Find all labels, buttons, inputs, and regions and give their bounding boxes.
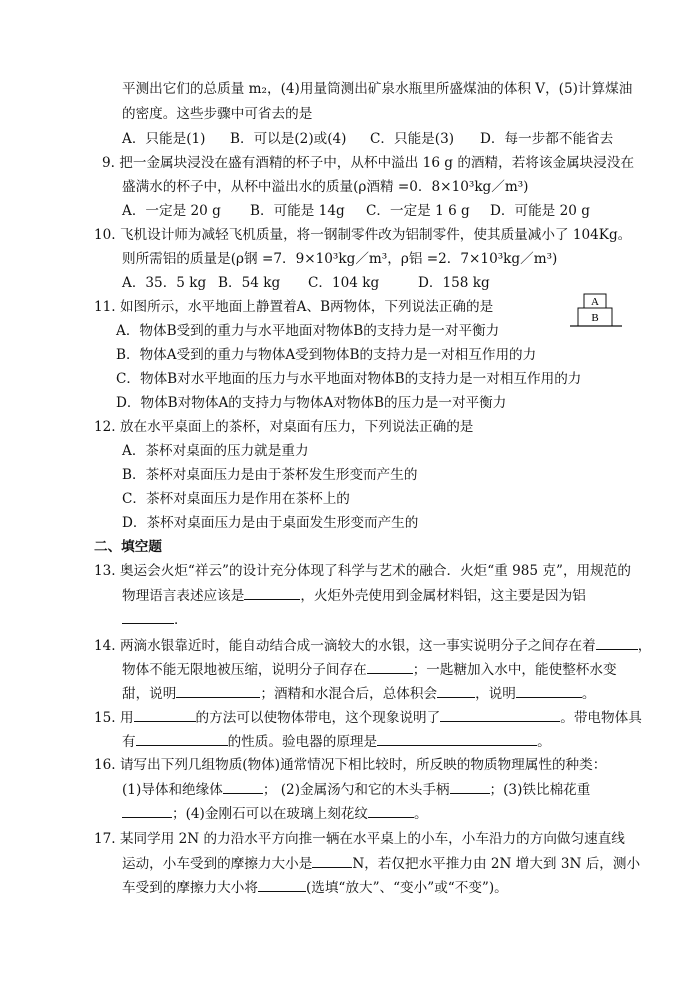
q15-blank-1[interactable] — [134, 707, 196, 722]
q13-text-a: 物理语言表述应该是 — [122, 588, 245, 604]
q14-text-f: ；酒精和水混合后，总体积会 — [260, 686, 438, 702]
q16-blank-2[interactable] — [450, 779, 490, 794]
q12-option-c[interactable]: C．茶杯对桌面压力是作用在茶杯上的 — [122, 491, 350, 507]
q15-line-1 — [94, 707, 642, 728]
q16-text-a: (1)导体和绝缘体 — [122, 782, 223, 798]
q14-line-1 — [94, 635, 651, 656]
q8-options — [122, 129, 613, 149]
q15-blank-4[interactable] — [377, 731, 537, 746]
q9-options — [122, 201, 590, 221]
q12-option-b[interactable]: B．茶杯对桌面压力是由于茶杯发生形变而产生的 — [122, 467, 418, 483]
q17-line-3 — [122, 877, 508, 898]
q15-blank-3[interactable] — [136, 731, 228, 746]
q11-option-a[interactable]: A．物体B受到的重力与水平地面对物体B的支持力是一对平衡力 — [116, 323, 500, 339]
q14-text-e: 甜，说明 — [122, 686, 177, 702]
q16-text-e: 。 — [413, 806, 428, 822]
q14-blank-5[interactable] — [516, 683, 582, 698]
q16-text-c: ；(3)铁比棉花重 — [489, 782, 591, 798]
q13-line-2 — [122, 585, 586, 606]
q14-blank-4[interactable] — [437, 683, 475, 698]
q15-blank-2[interactable] — [440, 707, 560, 722]
q16-blank-3[interactable] — [122, 803, 172, 818]
q13-line-1: 13. 奥运会火炬“祥云”的设计充分体现了科学与艺术的融合．火炬“重 985 克”，用规范的 — [94, 563, 631, 579]
q17-text-c: 车受到的摩擦力大小将 — [122, 880, 258, 896]
q17-text-a: 运动，小车受到的摩擦力大小是 — [122, 856, 313, 872]
q17-blank-1[interactable] — [312, 853, 352, 868]
q13-blank-2[interactable] — [122, 609, 174, 624]
q9-line-2: 盛满水的杯子中，从杯中溢出水的质量(ρ酒精 =0．8×10³kg／m³) — [122, 179, 529, 195]
q14-text-b: ， — [637, 638, 652, 654]
q8-line-1: 平测出它们的总质量 m₂，(4)用量筒测出矿泉水瓶里所盛煤油的体积 V，(5)计算煤油 — [122, 81, 633, 97]
q16-blank-4[interactable] — [368, 803, 414, 818]
q14-text-d: ；一匙糖加入水中，能使整杯水变 — [412, 662, 617, 678]
q11-option-c[interactable]: C．物体B对水平地面的压力与水平地面对物体B的支持力是一对相互作用的力 — [116, 371, 582, 387]
q10-option-d[interactable]: D．158 kg — [418, 275, 490, 291]
section-heading: 二、填空题 — [94, 539, 162, 555]
q15-text-b: 的方法可以使物体带电，这个现象说明了 — [195, 710, 441, 726]
q15-text-a: 15. 用 — [94, 710, 134, 726]
q17-blank-2[interactable] — [258, 877, 306, 892]
q13-text-c: ． — [174, 612, 188, 628]
q11-option-d[interactable]: D．物体B对物体A的支持力与物体A对物体B的压力是一对平衡力 — [116, 395, 507, 411]
q9-option-a[interactable]: A．一定是 20 g — [122, 203, 221, 219]
q10-line-2: 则所需铝的质量是(ρ钢 =7．9×10³kg／m³，ρ铝 =2．7×10³kg／m³) — [122, 251, 558, 267]
q14-blank-2[interactable] — [367, 659, 413, 674]
q8-option-a[interactable]: A．只能是(1) — [122, 131, 206, 147]
q9-option-c[interactable]: C．一定是 1 6 g — [366, 203, 470, 219]
q8-line-2: 的密度。这些步骤中可省去的是 — [122, 106, 313, 122]
q14-text-h: 。 — [581, 686, 596, 702]
q14-text-c: 物体不能无限地被压缩，说明分子间存在 — [122, 662, 367, 678]
q10-option-c[interactable]: C．104 kg — [308, 275, 380, 291]
block-b-label: B — [591, 312, 599, 324]
q17-line-2 — [122, 853, 640, 874]
block-a-label: A — [591, 296, 599, 308]
q16-blank-1[interactable] — [223, 779, 263, 794]
q12-option-a[interactable]: A．茶杯对桌面的压力就是重力 — [122, 443, 309, 459]
q14-blank-3[interactable] — [176, 683, 260, 698]
q11-blocks-figure — [570, 292, 622, 332]
q16-line-2 — [122, 779, 590, 800]
q8-option-d[interactable]: D．每一步都不能省去 — [480, 131, 614, 147]
q10-line-1: 10. 飞机设计师为减轻飞机质量，将一钢制零件改为铝制零件，使其质量减小了 104Kg。 — [94, 227, 632, 243]
q9-option-d[interactable]: D．可能是 20 g — [490, 203, 590, 219]
q16-text-d: ；(4)金刚石可以在玻璃上刻花纹 — [172, 806, 368, 822]
q17-text-b: N，若仅把水平推力由 2N 增大到 3N 后，测小 — [352, 856, 641, 872]
q14-line-2 — [122, 659, 617, 680]
q10-option-b[interactable]: B．54 kg — [218, 275, 281, 291]
q15-text-c: 。带电物体具 — [560, 710, 642, 726]
q17-text-d: (选填“放大”、“变小”或“不变”)。 — [305, 880, 508, 896]
q16-line-1: 16. 请写出下列几组物质(物体)通常情况下相比较时，所反映的物质物理属性的种类： — [94, 757, 607, 773]
q14-text-a: 14. 两滴水银靠近时，能自动结合成一滴较大的水银，这一事实说明分子之间存在着 — [94, 638, 596, 654]
q14-blank-1[interactable] — [596, 635, 638, 650]
q16-line-3 — [122, 803, 428, 824]
q8-option-c[interactable]: C．只能是(3) — [370, 131, 455, 147]
q14-text-g: ，说明 — [475, 686, 516, 702]
q13-text-b: ，火炬外壳使用到金属材料铝，这主要是因为铝 — [300, 588, 586, 604]
q13-blank-1[interactable] — [244, 585, 300, 600]
q12-option-d[interactable]: D．茶杯对桌面压力是由于桌面发生形变而产生的 — [122, 515, 419, 531]
q8-option-b[interactable]: B．可以是(2)或(4) — [230, 131, 347, 147]
q9-option-b[interactable]: B．可能是 14g — [250, 203, 345, 219]
q14-line-3 — [122, 683, 595, 704]
q15-text-d: 有 — [122, 734, 136, 750]
q15-text-e: 的性质。验电器的原理是 — [227, 734, 378, 750]
q10-options — [122, 273, 490, 293]
q12-stem: 12. 放在水平桌面上的茶杯，对桌面有压力，下列说法正确的是 — [94, 419, 474, 435]
q11-stem: 11. 如图所示，水平地面上静置着A、B两物体，下列说法正确的是 — [94, 299, 494, 315]
q16-text-b: ； (2)金属汤勺和它的木头手柄 — [262, 782, 450, 798]
q17-line-1: 17. 某同学用 2N 的力沿水平方向推一辆在水平桌上的小车，小车沿力的方向做匀速直线 — [94, 831, 625, 847]
q10-option-a[interactable]: A．35．5 kg — [122, 275, 207, 291]
q11-option-b[interactable]: B．物体A受到的重力与物体A受到物体B的支持力是一对相互作用的力 — [116, 347, 537, 363]
q9-line-1: 9. 把一金属块浸没在盛有酒精的杯子中，从杯中溢出 16 g 的酒精，若将该金属块浸没在 — [102, 155, 635, 171]
q15-line-2 — [122, 731, 551, 752]
q15-text-f: 。 — [537, 734, 551, 750]
q13-line-3 — [122, 609, 188, 630]
